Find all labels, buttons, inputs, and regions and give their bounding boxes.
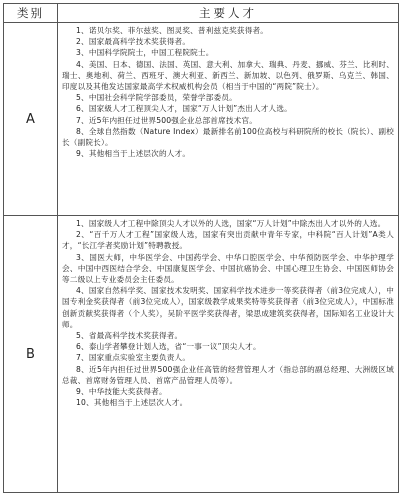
talent-item: 4、美国、日本、德国、法国、英国、意大利、加拿大、瑞典、丹麦、挪威、芬兰、比利时、瑞士、奥地利、荷兰、西班牙、澳大利亚、新西兰、新加坡、以色列、俄罗斯、乌克兰、韩国、印度以及其他发达国家最高学术权威机构会员（相当于中国的“两院”院士）。	[62, 59, 394, 92]
talent-item: 5、中国社会科学院学部委员，荣誉学部委员。	[76, 93, 237, 103]
talent-item: 9、其他相当于上述层次的人才。	[76, 149, 191, 159]
talent-item: 6、泰山学者攀登计划人选，省“一事一议”顶尖人才。	[76, 342, 261, 352]
talent-item: 2、国家最高科学技术奖获得者。	[76, 37, 191, 47]
talent-list	[62, 25, 394, 159]
talent-item: 8、全球自然指数（Nature Index）最新排名前100位高校与科研院所的校长（院长）、副校长（副院长）。	[62, 126, 394, 148]
talent-item: 3、国医大师，中华医学会、中国药学会、中华口腔医学会、中华预防医学会、中华护理学会、中国中西医结合学会、中国康复医学会、中国抗癌协会、中国心理卫生协会、中国医师协会等二级以上专业委员会主任委员。	[62, 252, 394, 285]
category-label: B	[4, 216, 58, 492]
talent-item: 1、国家级人才工程中除顶尖人才以外的人选，国家“万人计划”中除杰出人才以外的人选。	[76, 219, 386, 228]
talent-item: 3、中国科学院院士，中国工程院院士。	[76, 48, 214, 58]
talent-table	[3, 3, 399, 493]
talent-item: 5、省最高科学技术奖获得者。	[76, 331, 183, 341]
talent-item: 2、“百千万人才工程”国家级人选，国家有突出贡献中青年专家，中科院“百人计划”A类人才，“长江学者奖励计划”特聘教授。	[62, 230, 394, 251]
talent-item: 6、国家級人才工程顶尖人才，国家“万人计划”杰出人才人选。	[76, 104, 292, 114]
talent-item: 1、诺贝尔奖、菲尔兹奖、图灵奖、普利兹克奖获得者。	[76, 26, 269, 35]
talent-item: 7、国家重点实验室主要负责人。	[76, 353, 191, 363]
talent-item: 10、其他相当于上述层次人才。	[76, 398, 188, 408]
talent-item: 7、近5年内担任过世界500强企业总部首席技术官。	[76, 115, 258, 125]
talent-item: 8、近5年内担任过世界500强企业任高管的经营管理人才（指总部的副总经理、大洲级区域总裁、首席财务管理人员、首席产品管理人员等）。	[62, 364, 394, 385]
talent-item: 9、中华技能大奖获得者。	[76, 387, 167, 397]
table-row-a	[4, 23, 398, 216]
header-category: 类别	[4, 4, 58, 22]
talent-list	[62, 218, 394, 408]
talent-item: 4、国家自然科学奖、国家技术发明奖、国家科学技术进步一等奖获得者（前3位完成人），中国专利金奖获得者（前3位完成人），国家级教学成果奖特等奖获得者（前3位完成人），中国标准创新贡献奖获得者（个人奖），吴阶平医学奖获得者，梁思成建筑奖获得者，国际知名工业设计大师。	[62, 286, 395, 329]
table-row-b	[4, 216, 398, 492]
table-header	[4, 4, 398, 23]
category-label: A	[4, 23, 58, 215]
header-talent: 主要人才	[199, 6, 257, 20]
